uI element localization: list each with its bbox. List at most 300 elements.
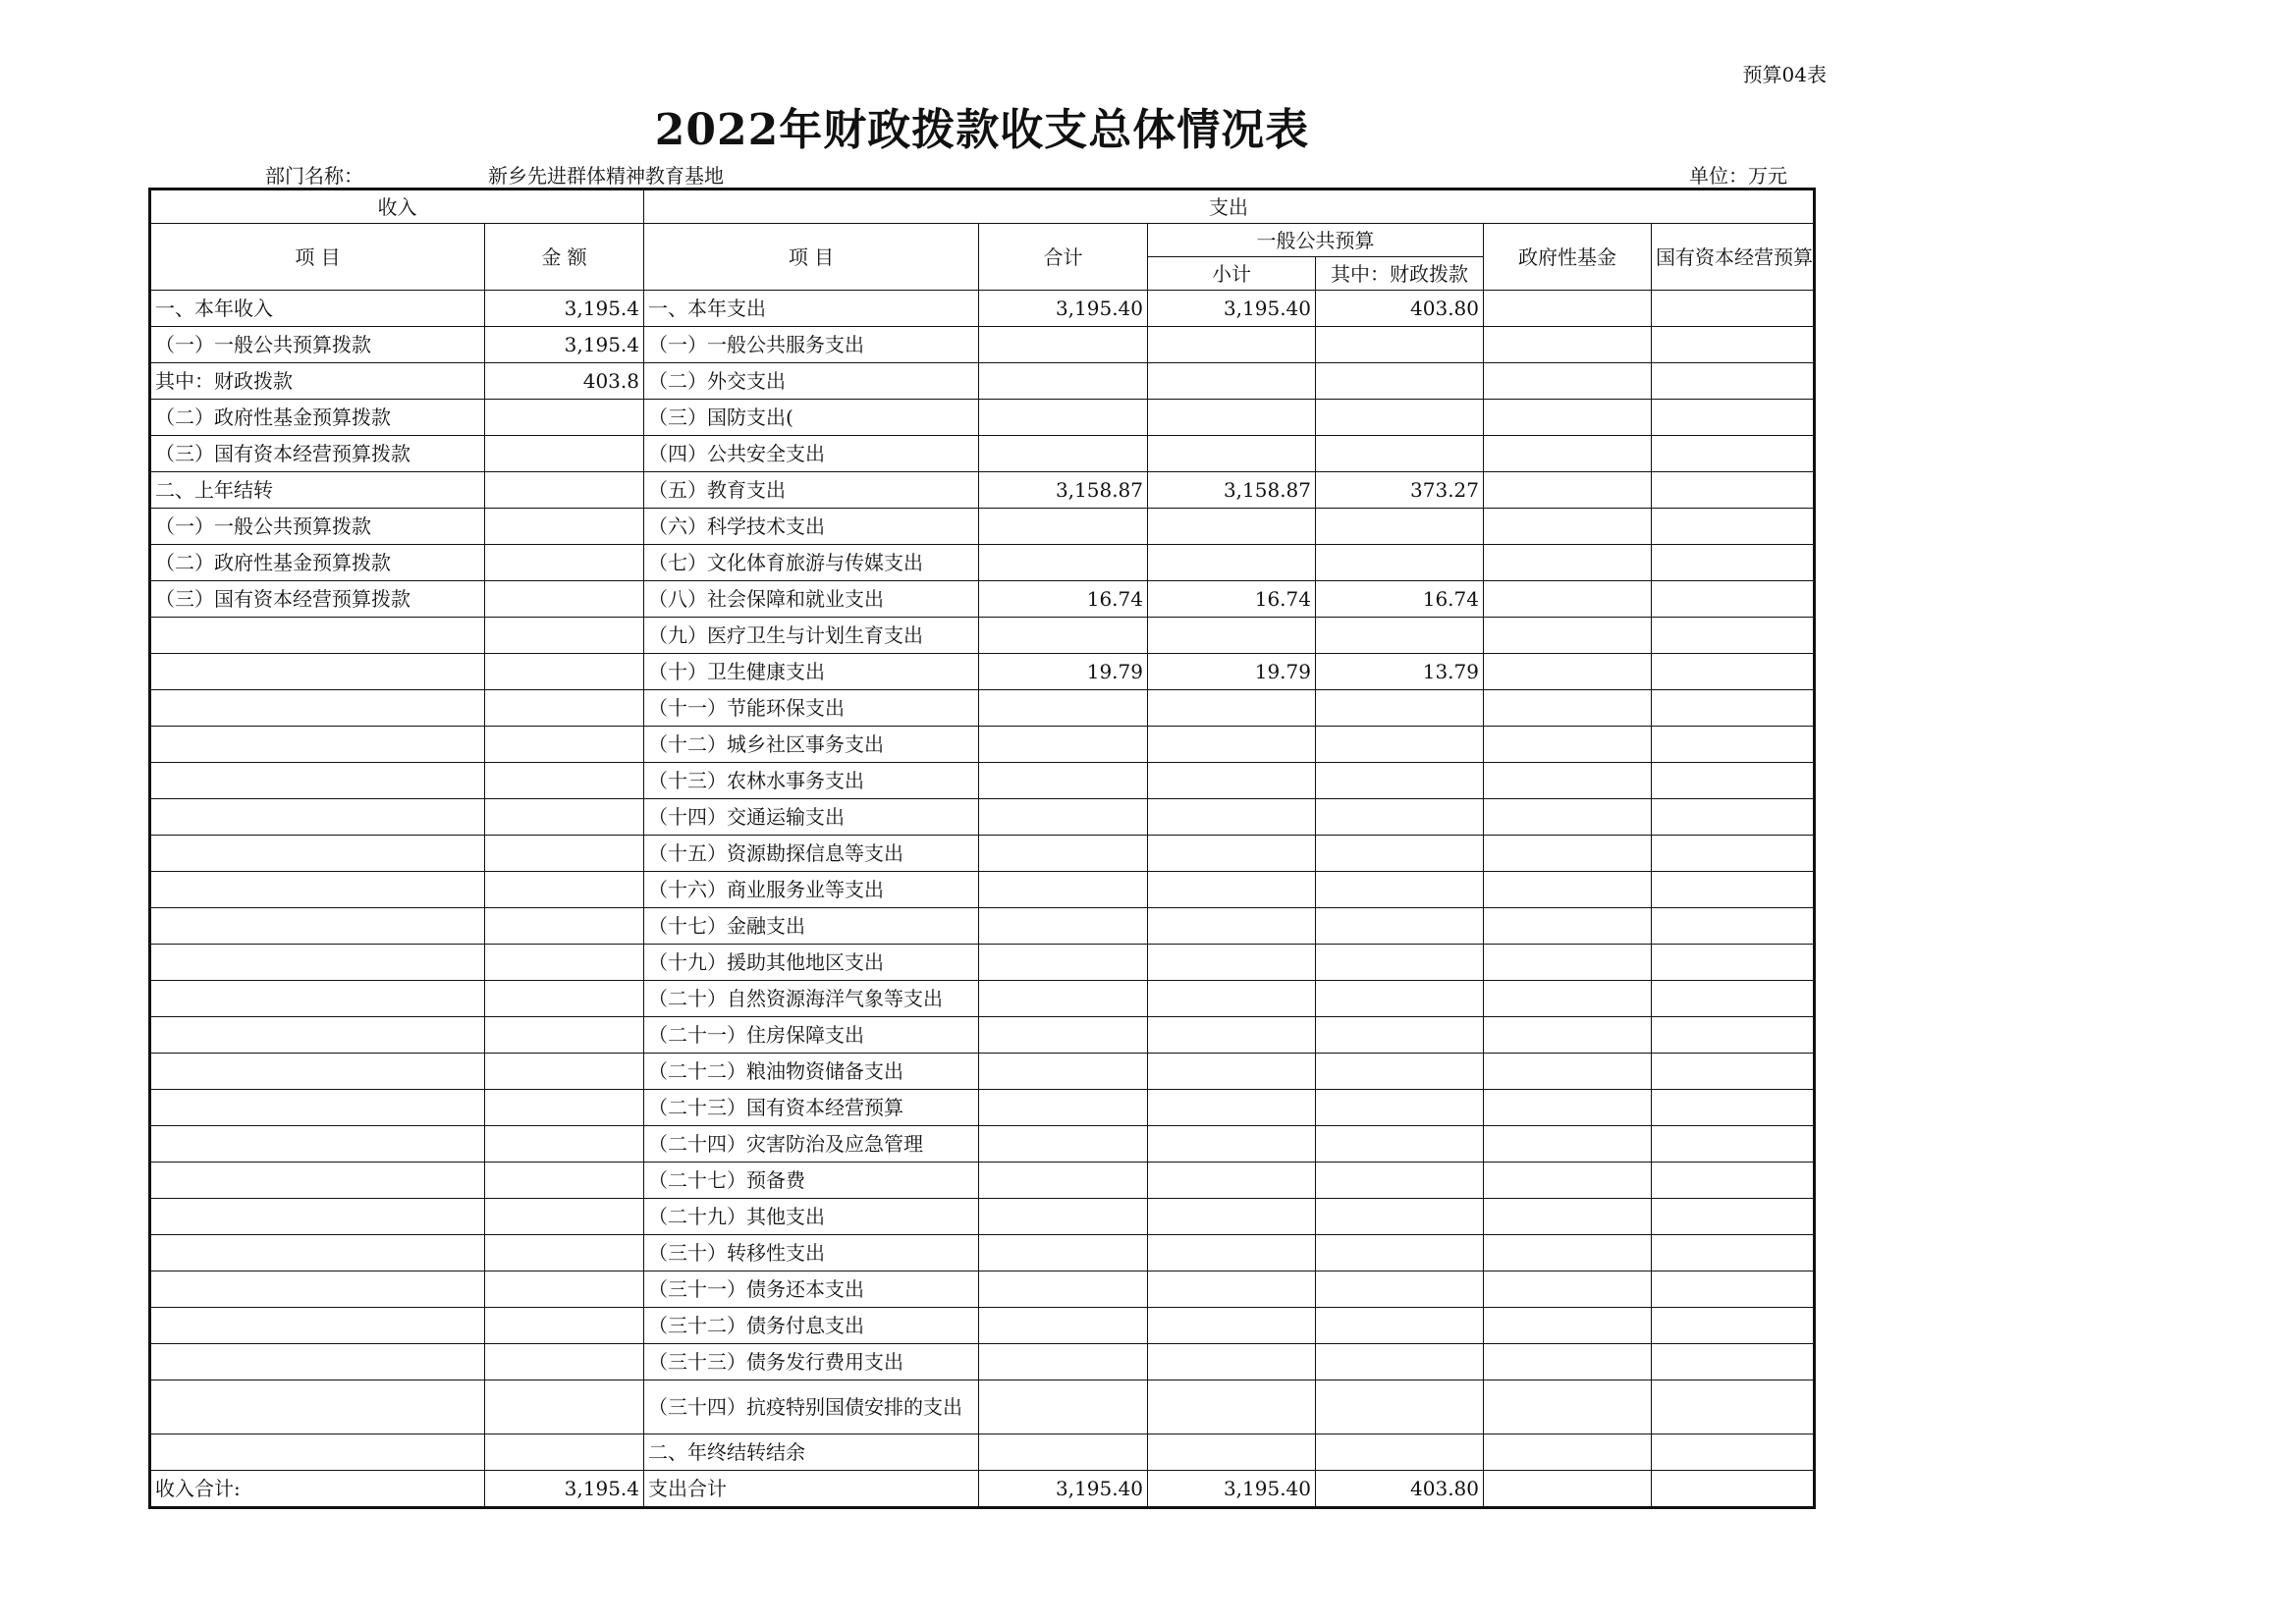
table-row bbox=[150, 945, 1815, 981]
income-amount-cell bbox=[485, 436, 644, 472]
income-amount-cell bbox=[485, 581, 644, 618]
header-row-1 bbox=[150, 189, 1815, 224]
expense-total-cell bbox=[979, 1199, 1148, 1235]
expense-fiscal-cell bbox=[1316, 363, 1484, 400]
expense-total-cell bbox=[979, 436, 1148, 472]
income-amount-cell: 403.8 bbox=[485, 363, 644, 400]
income-item-cell: 二、上年结转 bbox=[150, 472, 485, 509]
income-item-cell: （二）政府性基金预算拨款 bbox=[150, 545, 485, 581]
table-row bbox=[150, 291, 1815, 327]
income-amount-cell bbox=[485, 545, 644, 581]
income-item-cell bbox=[150, 1017, 485, 1054]
expense-state-capital-cell bbox=[1652, 545, 1815, 581]
expense-subtotal-cell bbox=[1148, 327, 1316, 363]
expense-state-capital-cell bbox=[1652, 727, 1815, 763]
table-row bbox=[150, 654, 1815, 690]
income-amount-cell bbox=[485, 836, 644, 872]
income-item-cell bbox=[150, 836, 485, 872]
expense-item-cell: （三十四）抗疫特别国债安排的支出 bbox=[644, 1380, 979, 1434]
income-item-cell bbox=[150, 1090, 485, 1126]
page-title: 2022年财政拨款收支总体情况表 bbox=[654, 105, 1310, 155]
table-row bbox=[150, 472, 1815, 509]
expense-gov-fund-cell bbox=[1484, 1163, 1652, 1199]
expense-state-capital-cell bbox=[1652, 763, 1815, 799]
expense-gov-fund-cell bbox=[1484, 291, 1652, 327]
income-amount-cell bbox=[485, 945, 644, 981]
expense-gov-fund-cell bbox=[1484, 908, 1652, 945]
table-row bbox=[150, 327, 1815, 363]
expense-gov-fund-cell bbox=[1484, 654, 1652, 690]
expense-item-cell: （十七）金融支出 bbox=[644, 908, 979, 945]
state-capital-header: 国有资本经营预算 bbox=[1652, 224, 1815, 291]
table-row bbox=[150, 836, 1815, 872]
table-row bbox=[150, 763, 1815, 799]
expense-subtotal-cell bbox=[1148, 1380, 1316, 1434]
expense-gov-fund-cell bbox=[1484, 472, 1652, 509]
income-amount-cell bbox=[485, 1090, 644, 1126]
expense-state-capital-cell bbox=[1652, 1163, 1815, 1199]
expense-item-cell: （二十四）灾害防治及应急管理 bbox=[644, 1126, 979, 1163]
expense-subtotal-cell bbox=[1148, 1344, 1316, 1380]
expense-item-cell: （一）一般公共服务支出 bbox=[644, 327, 979, 363]
income-item-cell bbox=[150, 1054, 485, 1090]
expense-fiscal-cell bbox=[1316, 1344, 1484, 1380]
income-item-header: 项 目 bbox=[150, 224, 485, 291]
expense-gov-fund-cell bbox=[1484, 1054, 1652, 1090]
expense-state-capital-cell bbox=[1652, 1308, 1815, 1344]
expense-item-cell: （十三）农林水事务支出 bbox=[644, 763, 979, 799]
expense-fiscal-cell bbox=[1316, 545, 1484, 581]
expense-fiscal-cell bbox=[1316, 1380, 1484, 1434]
expense-state-capital-cell bbox=[1652, 436, 1815, 472]
income-amount-cell: 3,195.4 bbox=[485, 291, 644, 327]
income-amount-cell bbox=[485, 400, 644, 436]
expense-item-cell: （三十三）债务发行费用支出 bbox=[644, 1344, 979, 1380]
expense-subtotal-cell bbox=[1148, 400, 1316, 436]
expense-total-cell bbox=[979, 690, 1148, 727]
expense-item-cell: （三十）转移性支出 bbox=[644, 1235, 979, 1271]
expense-subtotal-cell bbox=[1148, 1163, 1316, 1199]
expense-state-capital-cell bbox=[1652, 509, 1815, 545]
expense-subtotal-cell bbox=[1148, 981, 1316, 1017]
expense-state-capital-cell bbox=[1652, 872, 1815, 908]
expense-fiscal-cell bbox=[1316, 1126, 1484, 1163]
income-amount-cell bbox=[485, 1434, 644, 1471]
income-item-cell: （三）国有资本经营预算拨款 bbox=[150, 436, 485, 472]
expense-total-cell bbox=[979, 509, 1148, 545]
income-amount-cell bbox=[485, 872, 644, 908]
expense-fiscal-cell bbox=[1316, 618, 1484, 654]
income-amount-cell bbox=[485, 509, 644, 545]
table-row bbox=[150, 545, 1815, 581]
table-row bbox=[150, 1271, 1815, 1308]
expense-gov-fund-cell bbox=[1484, 400, 1652, 436]
expense-state-capital-cell bbox=[1652, 291, 1815, 327]
expense-total-cell bbox=[979, 1054, 1148, 1090]
income-amount-cell bbox=[485, 1235, 644, 1271]
expense-gov-fund-cell bbox=[1484, 1199, 1652, 1235]
table-row bbox=[150, 872, 1815, 908]
expense-item-cell: （九）医疗卫生与计划生育支出 bbox=[644, 618, 979, 654]
income-amount-cell: 3,195.4 bbox=[485, 1471, 644, 1508]
expense-item-cell: （五）教育支出 bbox=[644, 472, 979, 509]
expense-total-cell: 3,158.87 bbox=[979, 472, 1148, 509]
expense-item-cell: （二十九）其他支出 bbox=[644, 1199, 979, 1235]
expense-fiscal-cell bbox=[1316, 690, 1484, 727]
table-row bbox=[150, 727, 1815, 763]
income-item-cell: （一）一般公共预算拨款 bbox=[150, 327, 485, 363]
table-row bbox=[150, 581, 1815, 618]
expense-total-cell bbox=[979, 1017, 1148, 1054]
expense-subtotal-cell bbox=[1148, 799, 1316, 836]
expense-subtotal-cell bbox=[1148, 1199, 1316, 1235]
expense-item-cell: 一、本年支出 bbox=[644, 291, 979, 327]
income-amount-cell bbox=[485, 1344, 644, 1380]
expense-fiscal-cell bbox=[1316, 836, 1484, 872]
income-amount-cell bbox=[485, 799, 644, 836]
expense-gov-fund-cell bbox=[1484, 836, 1652, 872]
expense-item-cell: （三）国防支出( bbox=[644, 400, 979, 436]
expense-state-capital-cell bbox=[1652, 581, 1815, 618]
expense-total-cell bbox=[979, 327, 1148, 363]
expense-fiscal-cell: 13.79 bbox=[1316, 654, 1484, 690]
income-item-cell: （二）政府性基金预算拨款 bbox=[150, 400, 485, 436]
expense-item-cell: （二十一）住房保障支出 bbox=[644, 1017, 979, 1054]
table-row bbox=[150, 1308, 1815, 1344]
table-row bbox=[150, 1235, 1815, 1271]
income-amount-cell bbox=[485, 690, 644, 727]
income-item-cell bbox=[150, 908, 485, 945]
expense-item-cell: （八）社会保障和就业支出 bbox=[644, 581, 979, 618]
table-row bbox=[150, 618, 1815, 654]
expense-total-cell bbox=[979, 1344, 1148, 1380]
expense-fiscal-cell bbox=[1316, 400, 1484, 436]
income-amount-cell bbox=[485, 727, 644, 763]
expense-total-cell bbox=[979, 872, 1148, 908]
dept-label: 部门名称： bbox=[265, 164, 363, 188]
expense-fiscal-cell bbox=[1316, 1271, 1484, 1308]
expense-fiscal-cell: 16.74 bbox=[1316, 581, 1484, 618]
expense-fiscal-cell bbox=[1316, 327, 1484, 363]
table-row bbox=[150, 509, 1815, 545]
expense-fiscal-cell bbox=[1316, 763, 1484, 799]
expense-subtotal-cell bbox=[1148, 1434, 1316, 1471]
income-amount-cell bbox=[485, 763, 644, 799]
expense-gov-fund-cell bbox=[1484, 509, 1652, 545]
expense-gov-fund-cell bbox=[1484, 690, 1652, 727]
dept-name: 新乡先进群体精神教育基地 bbox=[488, 164, 724, 188]
expense-gov-fund-cell bbox=[1484, 545, 1652, 581]
income-item-cell bbox=[150, 654, 485, 690]
expense-item-cell: （十五）资源勘探信息等支出 bbox=[644, 836, 979, 872]
income-amount-cell bbox=[485, 472, 644, 509]
expense-item-cell: （十六）商业服务业等支出 bbox=[644, 872, 979, 908]
expense-state-capital-cell bbox=[1652, 327, 1815, 363]
income-amount-cell bbox=[485, 1163, 644, 1199]
expense-total-cell bbox=[979, 1163, 1148, 1199]
income-amount-header: 金 额 bbox=[485, 224, 644, 291]
expense-total-cell bbox=[979, 400, 1148, 436]
expense-gov-fund-cell bbox=[1484, 1308, 1652, 1344]
income-item-cell bbox=[150, 1126, 485, 1163]
table-row bbox=[150, 1054, 1815, 1090]
expense-subtotal-cell bbox=[1148, 509, 1316, 545]
expense-item-cell: （十一）节能环保支出 bbox=[644, 690, 979, 727]
income-item-cell bbox=[150, 799, 485, 836]
expense-state-capital-cell bbox=[1652, 945, 1815, 981]
expense-subtotal-cell bbox=[1148, 1308, 1316, 1344]
fiscal-header: 其中：财政拨款 bbox=[1316, 257, 1484, 291]
table-row bbox=[150, 1434, 1815, 1471]
income-amount-cell bbox=[485, 1017, 644, 1054]
expense-item-cell: （二十）自然资源海洋气象等支出 bbox=[644, 981, 979, 1017]
totals-row bbox=[150, 1471, 1815, 1508]
expense-state-capital-cell bbox=[1652, 1235, 1815, 1271]
expense-state-capital-cell bbox=[1652, 618, 1815, 654]
expense-item-cell: 二、年终结转结余 bbox=[644, 1434, 979, 1471]
expense-item-cell: （二十七）预备费 bbox=[644, 1163, 979, 1199]
expense-fiscal-cell bbox=[1316, 727, 1484, 763]
income-amount-cell bbox=[485, 654, 644, 690]
income-amount-cell bbox=[485, 618, 644, 654]
expense-total-cell bbox=[979, 1434, 1148, 1471]
expense-fiscal-cell bbox=[1316, 945, 1484, 981]
expense-item-cell: （十二）城乡社区事务支出 bbox=[644, 727, 979, 763]
expense-total-cell: 19.79 bbox=[979, 654, 1148, 690]
expense-header: 支出 bbox=[644, 189, 1815, 224]
expense-fiscal-cell bbox=[1316, 509, 1484, 545]
income-item-cell bbox=[150, 981, 485, 1017]
expense-subtotal-cell bbox=[1148, 763, 1316, 799]
expense-total-cell bbox=[979, 1235, 1148, 1271]
expense-gov-fund-cell bbox=[1484, 618, 1652, 654]
expense-gov-fund-cell bbox=[1484, 363, 1652, 400]
expense-item-cell: （二十三）国有资本经营预算 bbox=[644, 1090, 979, 1126]
expense-fiscal-cell bbox=[1316, 1090, 1484, 1126]
table-row bbox=[150, 1199, 1815, 1235]
expense-gov-fund-cell bbox=[1484, 763, 1652, 799]
income-item-cell: 收入合计: bbox=[150, 1471, 485, 1508]
expense-item-cell: （三十二）债务付息支出 bbox=[644, 1308, 979, 1344]
expense-fiscal-cell bbox=[1316, 872, 1484, 908]
expense-subtotal-cell bbox=[1148, 1126, 1316, 1163]
income-item-cell bbox=[150, 1271, 485, 1308]
income-item-cell bbox=[150, 763, 485, 799]
expense-gov-fund-cell bbox=[1484, 436, 1652, 472]
income-item-cell bbox=[150, 1308, 485, 1344]
income-item-cell bbox=[150, 872, 485, 908]
expense-fiscal-cell: 373.27 bbox=[1316, 472, 1484, 509]
income-item-cell: 一、本年收入 bbox=[150, 291, 485, 327]
expense-state-capital-cell bbox=[1652, 1199, 1815, 1235]
expense-subtotal-cell bbox=[1148, 1090, 1316, 1126]
expense-total-cell bbox=[979, 836, 1148, 872]
expense-state-capital-cell bbox=[1652, 981, 1815, 1017]
expense-item-cell: （十）卫生健康支出 bbox=[644, 654, 979, 690]
expense-subtotal-cell bbox=[1148, 872, 1316, 908]
expense-gov-fund-cell bbox=[1484, 981, 1652, 1017]
expense-subtotal-cell bbox=[1148, 908, 1316, 945]
expense-fiscal-cell bbox=[1316, 1199, 1484, 1235]
expense-fiscal-cell bbox=[1316, 1017, 1484, 1054]
expense-total-cell bbox=[979, 618, 1148, 654]
expense-fiscal-cell: 403.80 bbox=[1316, 291, 1484, 327]
income-amount-cell bbox=[485, 981, 644, 1017]
income-item-cell bbox=[150, 1344, 485, 1380]
expense-state-capital-cell bbox=[1652, 363, 1815, 400]
income-amount-cell bbox=[485, 1380, 644, 1434]
expense-state-capital-cell bbox=[1652, 1380, 1815, 1434]
expense-item-cell: （四）公共安全支出 bbox=[644, 436, 979, 472]
expense-item-cell: （七）文化体育旅游与传媒支出 bbox=[644, 545, 979, 581]
expense-subtotal-cell bbox=[1148, 363, 1316, 400]
subtotal-header: 小计 bbox=[1148, 257, 1316, 291]
expense-state-capital-cell bbox=[1652, 1271, 1815, 1308]
expense-gov-fund-cell bbox=[1484, 581, 1652, 618]
income-amount-cell: 3,195.4 bbox=[485, 327, 644, 363]
income-item-cell bbox=[150, 1380, 485, 1434]
expense-subtotal-cell bbox=[1148, 618, 1316, 654]
expense-fiscal-cell bbox=[1316, 1308, 1484, 1344]
expense-fiscal-cell bbox=[1316, 1235, 1484, 1271]
table-row bbox=[150, 436, 1815, 472]
expense-total-cell bbox=[979, 763, 1148, 799]
expense-gov-fund-cell bbox=[1484, 1126, 1652, 1163]
expense-gov-fund-cell bbox=[1484, 945, 1652, 981]
income-amount-cell bbox=[485, 1054, 644, 1090]
expense-subtotal-cell: 3,158.87 bbox=[1148, 472, 1316, 509]
income-item-cell bbox=[150, 1235, 485, 1271]
expense-item-cell: （二十二）粮油物资储备支出 bbox=[644, 1054, 979, 1090]
income-amount-cell bbox=[485, 908, 644, 945]
income-amount-cell bbox=[485, 1126, 644, 1163]
expense-state-capital-cell bbox=[1652, 1344, 1815, 1380]
expense-subtotal-cell: 16.74 bbox=[1148, 581, 1316, 618]
expense-subtotal-cell: 19.79 bbox=[1148, 654, 1316, 690]
expense-item-cell: （三十一）债务还本支出 bbox=[644, 1271, 979, 1308]
table-row bbox=[150, 1344, 1815, 1380]
expense-item-cell: 支出合计 bbox=[644, 1471, 979, 1508]
table-row bbox=[150, 1163, 1815, 1199]
expense-subtotal-cell bbox=[1148, 1235, 1316, 1271]
expense-total-cell: 3,195.40 bbox=[979, 1471, 1148, 1508]
expense-gov-fund-cell bbox=[1484, 1090, 1652, 1126]
expense-subtotal-cell bbox=[1148, 727, 1316, 763]
table-row bbox=[150, 400, 1815, 436]
income-item-cell bbox=[150, 1434, 485, 1471]
expense-gov-fund-cell bbox=[1484, 727, 1652, 763]
expense-total-cell: 16.74 bbox=[979, 581, 1148, 618]
table-row bbox=[150, 363, 1815, 400]
expense-total-cell bbox=[979, 363, 1148, 400]
budget-table bbox=[148, 188, 1816, 1509]
income-item-cell: （一）一般公共预算拨款 bbox=[150, 509, 485, 545]
expense-state-capital-cell bbox=[1652, 836, 1815, 872]
table-row bbox=[150, 1126, 1815, 1163]
expense-state-capital-cell bbox=[1652, 1434, 1815, 1471]
expense-total-cell bbox=[979, 1271, 1148, 1308]
table-row bbox=[150, 690, 1815, 727]
expense-fiscal-cell bbox=[1316, 1163, 1484, 1199]
expense-state-capital-cell bbox=[1652, 799, 1815, 836]
table-row bbox=[150, 1017, 1815, 1054]
form-code: 预算04表 bbox=[1742, 63, 1827, 86]
expense-gov-fund-cell bbox=[1484, 799, 1652, 836]
expense-gov-fund-cell bbox=[1484, 1344, 1652, 1380]
expense-state-capital-cell bbox=[1652, 690, 1815, 727]
expense-total-cell bbox=[979, 945, 1148, 981]
expense-subtotal-cell bbox=[1148, 436, 1316, 472]
expense-total-cell bbox=[979, 1308, 1148, 1344]
expense-gov-fund-cell bbox=[1484, 1434, 1652, 1471]
header-row-2 bbox=[150, 224, 1815, 257]
expense-state-capital-cell bbox=[1652, 908, 1815, 945]
income-item-cell: （三）国有资本经营预算拨款 bbox=[150, 581, 485, 618]
expense-total-cell bbox=[979, 908, 1148, 945]
expense-total-cell bbox=[979, 727, 1148, 763]
table-row bbox=[150, 908, 1815, 945]
table-row bbox=[150, 1090, 1815, 1126]
expense-gov-fund-cell bbox=[1484, 1380, 1652, 1434]
income-item-cell bbox=[150, 945, 485, 981]
income-item-cell: 其中：财政拨款 bbox=[150, 363, 485, 400]
expense-subtotal-cell bbox=[1148, 945, 1316, 981]
expense-state-capital-cell bbox=[1652, 400, 1815, 436]
expense-gov-fund-cell bbox=[1484, 872, 1652, 908]
expense-gov-fund-cell bbox=[1484, 327, 1652, 363]
expense-state-capital-cell bbox=[1652, 1090, 1815, 1126]
expense-item-cell: （十四）交通运输支出 bbox=[644, 799, 979, 836]
expense-fiscal-cell bbox=[1316, 1054, 1484, 1090]
expense-fiscal-cell bbox=[1316, 799, 1484, 836]
expense-total-cell bbox=[979, 1380, 1148, 1434]
expense-gov-fund-cell bbox=[1484, 1235, 1652, 1271]
income-amount-cell bbox=[485, 1199, 644, 1235]
expense-total-cell bbox=[979, 981, 1148, 1017]
income-amount-cell bbox=[485, 1308, 644, 1344]
expense-fiscal-cell bbox=[1316, 981, 1484, 1017]
expense-item-cell: （六）科学技术支出 bbox=[644, 509, 979, 545]
expense-item-cell: （十九）援助其他地区支出 bbox=[644, 945, 979, 981]
expense-gov-fund-cell bbox=[1484, 1017, 1652, 1054]
expense-state-capital-cell bbox=[1652, 1054, 1815, 1090]
expense-fiscal-cell bbox=[1316, 1434, 1484, 1471]
expense-total-cell bbox=[979, 545, 1148, 581]
expense-subtotal-cell: 3,195.40 bbox=[1148, 1471, 1316, 1508]
income-item-cell bbox=[150, 690, 485, 727]
expense-gov-fund-cell bbox=[1484, 1271, 1652, 1308]
income-item-cell bbox=[150, 1199, 485, 1235]
expense-fiscal-cell bbox=[1316, 436, 1484, 472]
expense-state-capital-cell bbox=[1652, 1017, 1815, 1054]
expense-subtotal-cell bbox=[1148, 690, 1316, 727]
expense-state-capital-cell bbox=[1652, 472, 1815, 509]
expense-subtotal-cell bbox=[1148, 545, 1316, 581]
income-item-cell bbox=[150, 618, 485, 654]
expense-subtotal-cell bbox=[1148, 1017, 1316, 1054]
expense-subtotal-cell bbox=[1148, 1054, 1316, 1090]
expense-gov-fund-cell bbox=[1484, 1471, 1652, 1508]
gov-fund-header: 政府性基金 bbox=[1484, 224, 1652, 291]
general-budget-header: 一般公共预算 bbox=[1148, 224, 1484, 257]
total-header: 合计 bbox=[979, 224, 1148, 291]
expense-total-cell bbox=[979, 1090, 1148, 1126]
expense-total-cell bbox=[979, 799, 1148, 836]
expense-subtotal-cell: 3,195.40 bbox=[1148, 291, 1316, 327]
expense-state-capital-cell bbox=[1652, 1126, 1815, 1163]
table-row bbox=[150, 799, 1815, 836]
expense-fiscal-cell: 403.80 bbox=[1316, 1471, 1484, 1508]
